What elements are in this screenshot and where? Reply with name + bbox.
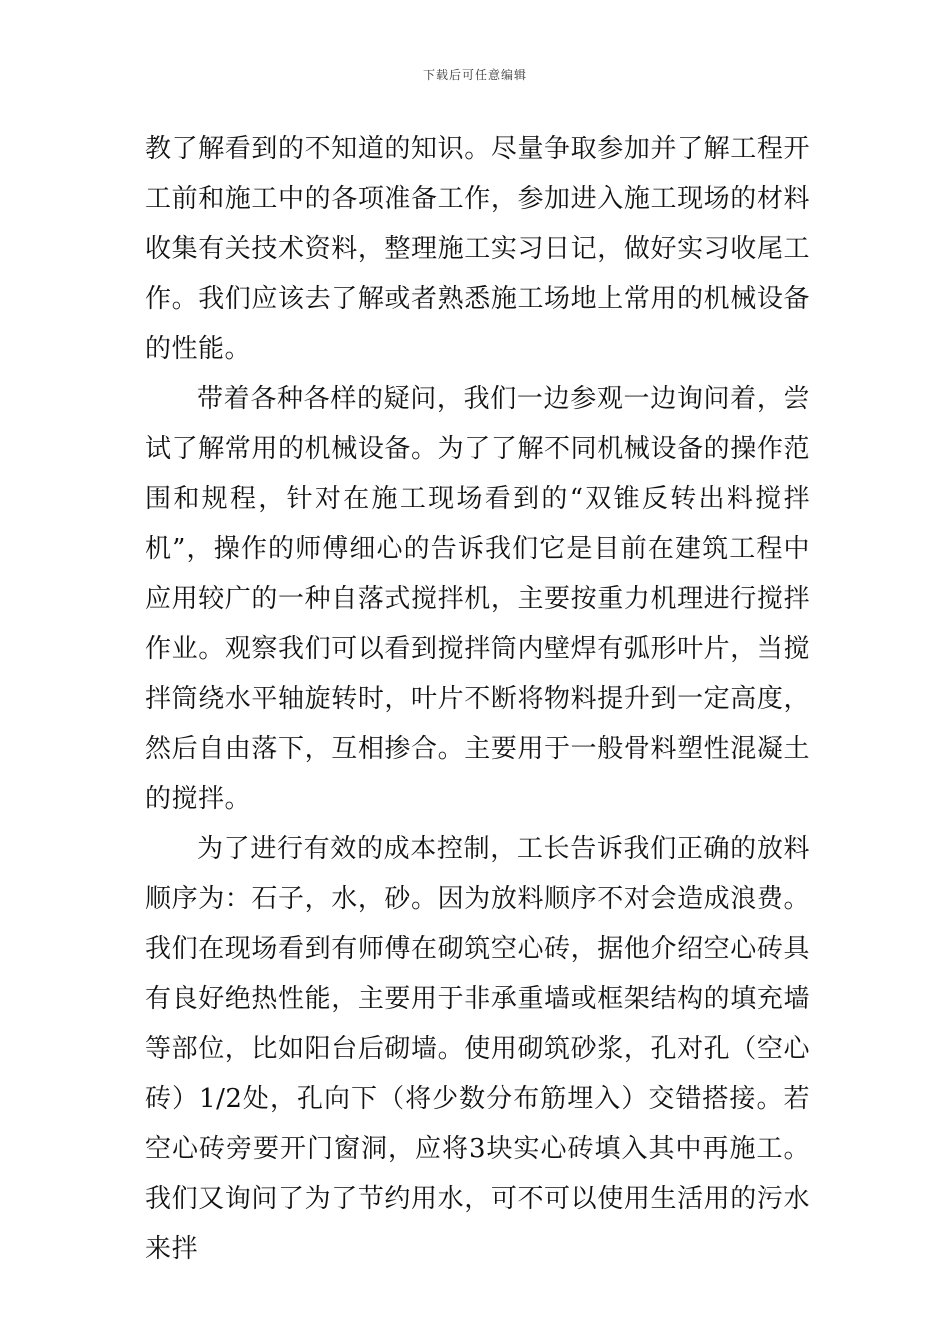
page-header: 下载后可任意编辑	[422, 68, 527, 82]
paragraph-mixer: 带着各种各样的疑问，我们一边参观一边询问着，尝试了解常用的机械设备。为了了解不同机械设备的操作范围和规程，针对在施工现场看到的“双锥反转出料搅拌机”，操作的师傅细心的告诉我们它是目前在建筑工程中应用较广的一种自落式搅拌机，主要按重力机理进行搅拌作业。观察我们可以看到搅拌筒内壁焊有弧形叶片，当搅拌筒绕水平轴旋转时，叶片不断将物料提升到一定高度，然后自由落下，互相掺合。主要用于一般骨料塑性混凝土的搅拌。	[145, 384, 810, 814]
paragraph-continuation: 教了解看到的不知道的知识。尽量争取参加并了解工程开工前和施工中的各项准备工作，参加进入施工现场的材料收集有关技术资料，整理施工实习日记，做好实习收尾工作。我们应该去了解或者熟悉施工场地上常用的机械设备的性能。	[145, 134, 810, 364]
paragraph-cost-control: 为了进行有效的成本控制，工长告诉我们正确的放料顺序为：石子，水，砂。因为放料顺序不对会造成浪费。我们在现场看到有师傅在砌筑空心砖，据他介绍空心砖具有良好绝热性能，主要用于非承重墙或框架结构的填充墙等部位，比如阳台后砌墙。使用砌筑砂浆，孔对孔（空心砖）1/2处，孔向下（将少数分布筋埋入）交错搭接。若空心砖旁要开门窗洞，应将3块实心砖填入其中再施工。我们又询问了为了节约用水，可不可以使用生活用的污水来拌	[145, 834, 810, 1264]
document-body	[145, 124, 810, 1274]
